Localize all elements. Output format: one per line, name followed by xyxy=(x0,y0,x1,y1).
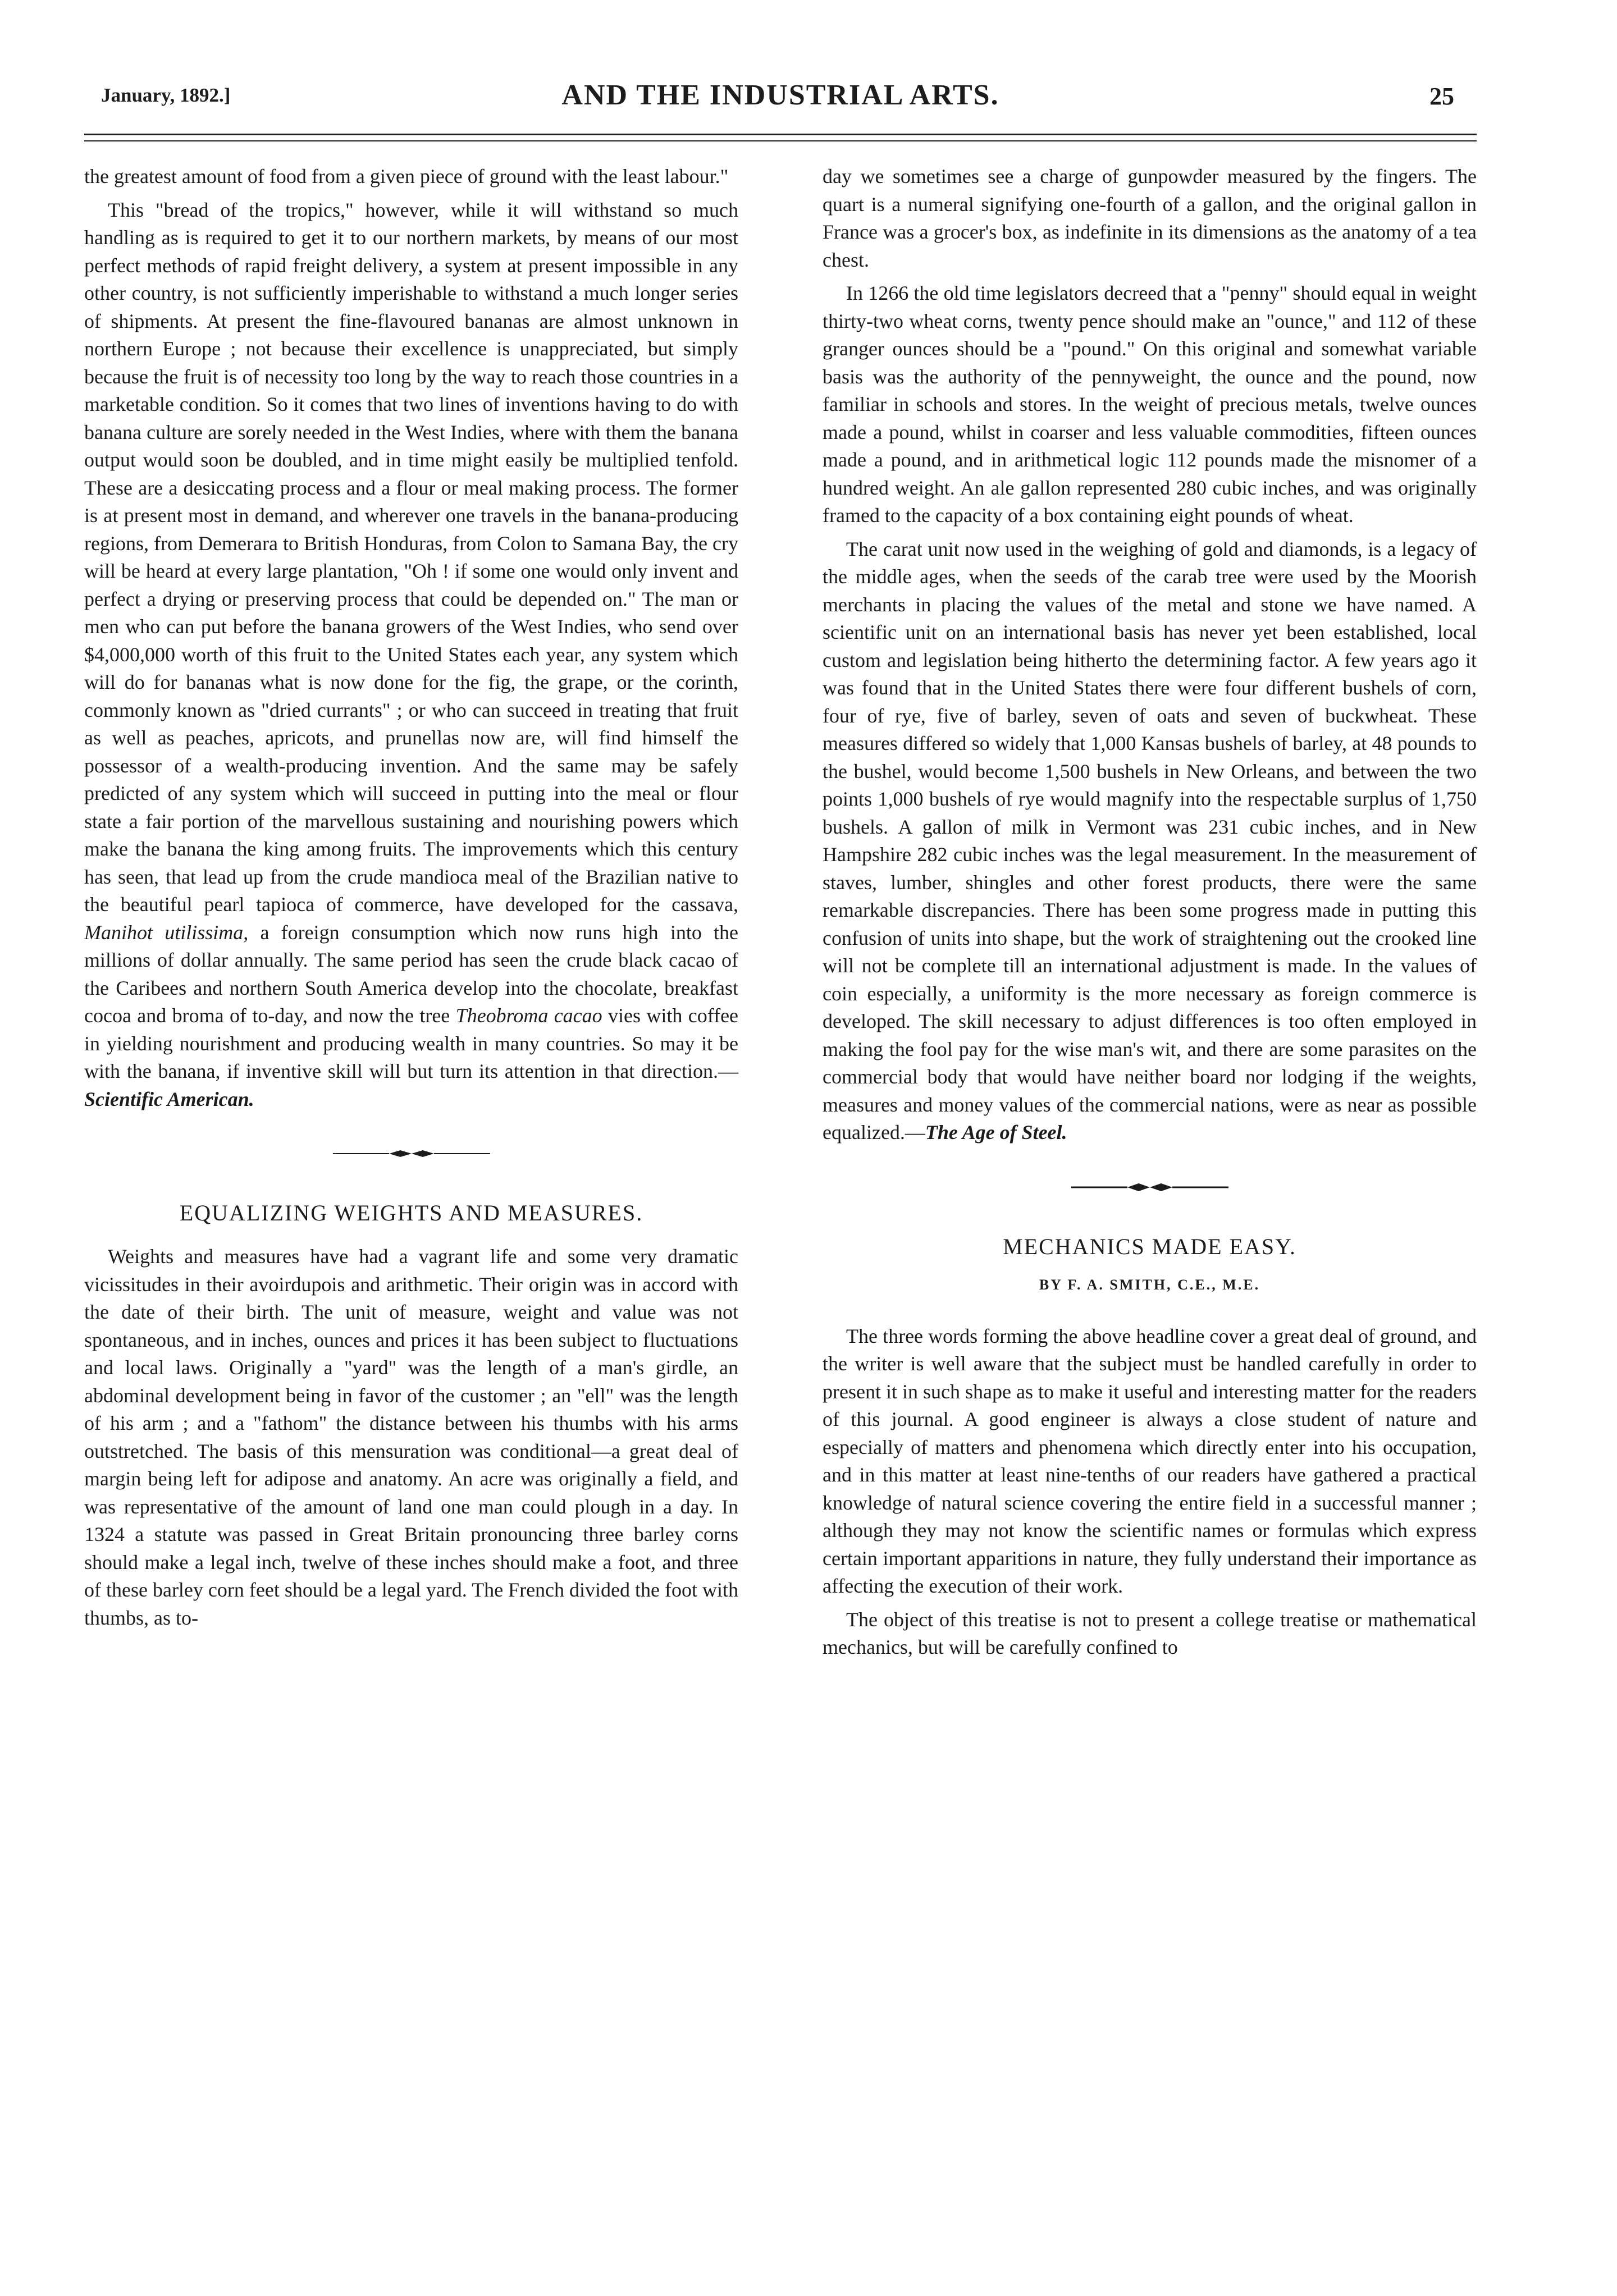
banana-text-c: vies with coffee in yielding nourishment and producing wealth in many countries. So may it be with the banana, if inventive skill will but turn its attention in that direction.— xyxy=(84,1004,739,1082)
page-header xyxy=(84,79,1477,124)
issue-date: January, 1892.] xyxy=(101,84,231,106)
banana-article-continuation: the greatest amount of food from a given piece of ground with the least labour." xyxy=(84,165,729,187)
section-divider-ornament-right xyxy=(1060,1181,1240,1194)
source-citation-age-of-steel: The Age of Steel. xyxy=(925,1121,1067,1144)
right-column xyxy=(823,163,1477,1667)
header-rule-thin xyxy=(84,140,1477,141)
header-rule-thick xyxy=(84,134,1477,135)
species-name-cacao: Theobroma cacao xyxy=(455,1004,602,1027)
section-divider-ornament xyxy=(322,1147,501,1160)
newspaper-page xyxy=(84,79,1477,2268)
section-heading-mechanics: MECHANICS MADE EASY. xyxy=(1003,1233,1296,1259)
banana-text-a: This "bread of the tropics," however, while it will withstand so much handling as is required to get it to our northern markets, by means of our most perfect methods of rapid freight delivery, a system at present impossible in any other country, is not sufficiently imperishable to withstand a much longer series of shipments. At present the fine-flavoured bananas are almost unknown in northern Europe ; not because their excellence is unappreciated, but simply because the fruit is of necessity too long by the way to reach those countries in a marketable condition. So it comes that two lines of inventions having to do with banana culture are sorely needed in the West Indies, where with them the banana output would soon be doubled, and in time might easily be multiplied tenfold. These are a desiccating process and a flour or meal making process. The former is at present most in demand, and wherever one travels in the banana-producing regions, from Demerara to British Honduras, from Colon to Samana Bay, the cry will be heard at every large plantation, "Oh ! if some one would only invent and perfect a drying or preserving process that could be depended on." The man or men who can put before the banana growers of the West Indies, who send over $4,000,000 worth of this fruit to the United States each year, any system which will do for bananas what is now done for the fig, the grape, or the corinth, commonly known as "dried currants" ; or who can succeed in treating that fruit as well as peaches, apricots, and prunellas now are, will find himself the possessor of a wealth-producing invention. And the same may be safely predicted of any system which will succeed in putting into the meal or flour state a fair portion of the marvellous sustaining and nourishing powers which make the banana the king among fruits. The improvements which this century has seen, that lead up from the crude mandioca meal of the Brazilian native to the beautiful pearl tapioca of commerce, have developed for the cassava, xyxy=(84,198,738,916)
weights-article-paragraph-2: In 1266 the old time legislators decreed that a "penny" should equal in weight thirty-two wheat corns, twenty pence should make an "ounce," and 112 of these granger ounces should be a "pound." On this original and somewhat variable basis was the authority of the pennyweight, the ounce and the pound, now familiar in schools and stores. In the weight of precious metals, twelve ounces made a pound, whilst in coarser and less valuable commodities, fifteen ounces made a pound, and in arithmetical logic 112 pounds made the misnomer of a hundred weight. An ale gallon represented 280 cubic inches, and was originally framed to the capacity of a box containing eight pounds of wheat. xyxy=(823,282,1477,527)
weights-article-paragraph-3 xyxy=(823,536,1477,1147)
mechanics-article-paragraph-2: The object of this treatise is not to present a college treatise or mathematical mechanics, but will be carefully confined to xyxy=(823,1608,1477,1658)
source-citation-scientific-american: Scientific American. xyxy=(84,1087,254,1110)
author-byline: BY F. A. SMITH, C.E., M.E. xyxy=(1039,1276,1260,1293)
running-title: AND THE INDUSTRIAL ARTS. xyxy=(561,79,999,111)
left-column xyxy=(84,163,738,1638)
banana-article-paragraph xyxy=(84,196,738,1114)
mechanics-article-paragraph: The three words forming the above headline cover a great deal of ground, and the writer is well aware that the subject must be handled carefully in order to present it in such shape as to make it useful and interesting matter for the readers of this journal. A good engineer is always a close student of nature and especially of matters and phenomena which directly enter into his occupation, and in this matter at least nine-tenths of our readers have gathered a practical knowledge of natural science covering the entire field in a successful manner ; although they may not know the scientific names or formulas which express certain important apparitions in nature, they fully understand their importance as affecting the execution of their work. xyxy=(823,1324,1477,1597)
weights-article-paragraph: Weights and measures have had a vagrant life and some very dramatic vicissitudes in their avoirdupois and arithmetic. Their origin was in accord with the date of their birth. The unit of measure, weight and value was not spontaneous, and in inches, ounces and prices it has been subject to fluctuations and local laws. Originally a "yard" was the length of a man's girdle, an abdominal development being in favor of the customer ; an "ell" was the length of his arm ; and a "fathom" the distance between his thumbs with his arms outstretched. The basis of this mensuration was conditional—a great deal of margin being left for adipose and anatomy. An acre was originally a field, and was representative of the amount of land one man could plough in a day. In 1324 a statute was passed in Great Britain pronouncing three barley corns should make a legal inch, twelve of these inches should make a foot, and three of these barley corn feet should be a legal yard. The French divided the foot with thumbs, as to- xyxy=(84,1245,738,1629)
weights-text: The carat unit now used in the weighing of gold and diamonds, is a legacy of the middle ages, when the seeds of the carab tree were used by the Moorish merchants in placing the values of the metal and stone we have named. A scientific unit on an international basis has never yet been established, local custom and legislation being hitherto the determining factor. A few years ago it was found that in the United States there were four different bushels of corn, four of rye, five of barley, seven of oats and seven of buckwheat. These measures differed so widely that 1,000 Kansas bushels of barley, at 48 pounds to the bushel, would become 1,500 bushels in New Orleans, and between the two points 1,000 bushels of rye would magnify into the respectable surplus of 1,750 bushels. A gallon of milk in Vermont was 231 cubic inches, and in New Hampshire 282 cubic inches was the legal measurement. In the measurement of staves, lumber, shingles and other forest products, there were the same remarkable discrepancies. There has been some progress made in putting this confusion of units into shape, but the work of straightening out the crooked line will not be complete till an international adjustment is made. In the values of coin especially, a uniformity is the more necessary as foreign commerce is developed. The skill necessary to adjust differences is too often employed in making the fool pay for the wise man's wit, and there are some parasites on the commercial body that would have neither board nor lodging if the weights, measures and money values of the commercial nations, were as near as possible equalized.— xyxy=(823,537,1477,1144)
weights-article-continuation: day we sometimes see a charge of gunpowder measured by the fingers. The quart is a numeral signifying one-fourth of a gallon, and the original gallon in France was a grocer's box, as indefinite in its dimensions as the anatomy of a tea chest. xyxy=(823,165,1477,271)
species-name-cassava: Manihot utilissima, xyxy=(84,921,249,944)
section-heading-weights-measures: EQUALIZING WEIGHTS AND MEASURES. xyxy=(179,1200,643,1225)
banana-text-b: a foreign consumption which now runs high into the millions of dollar annually. The same period has seen the crude black cacao of the Caribees and northern South America develop into the chocolate, breakfast cocoa and broma of to-day, and now the tree xyxy=(84,921,739,1027)
page-number: 25 xyxy=(1429,83,1454,110)
